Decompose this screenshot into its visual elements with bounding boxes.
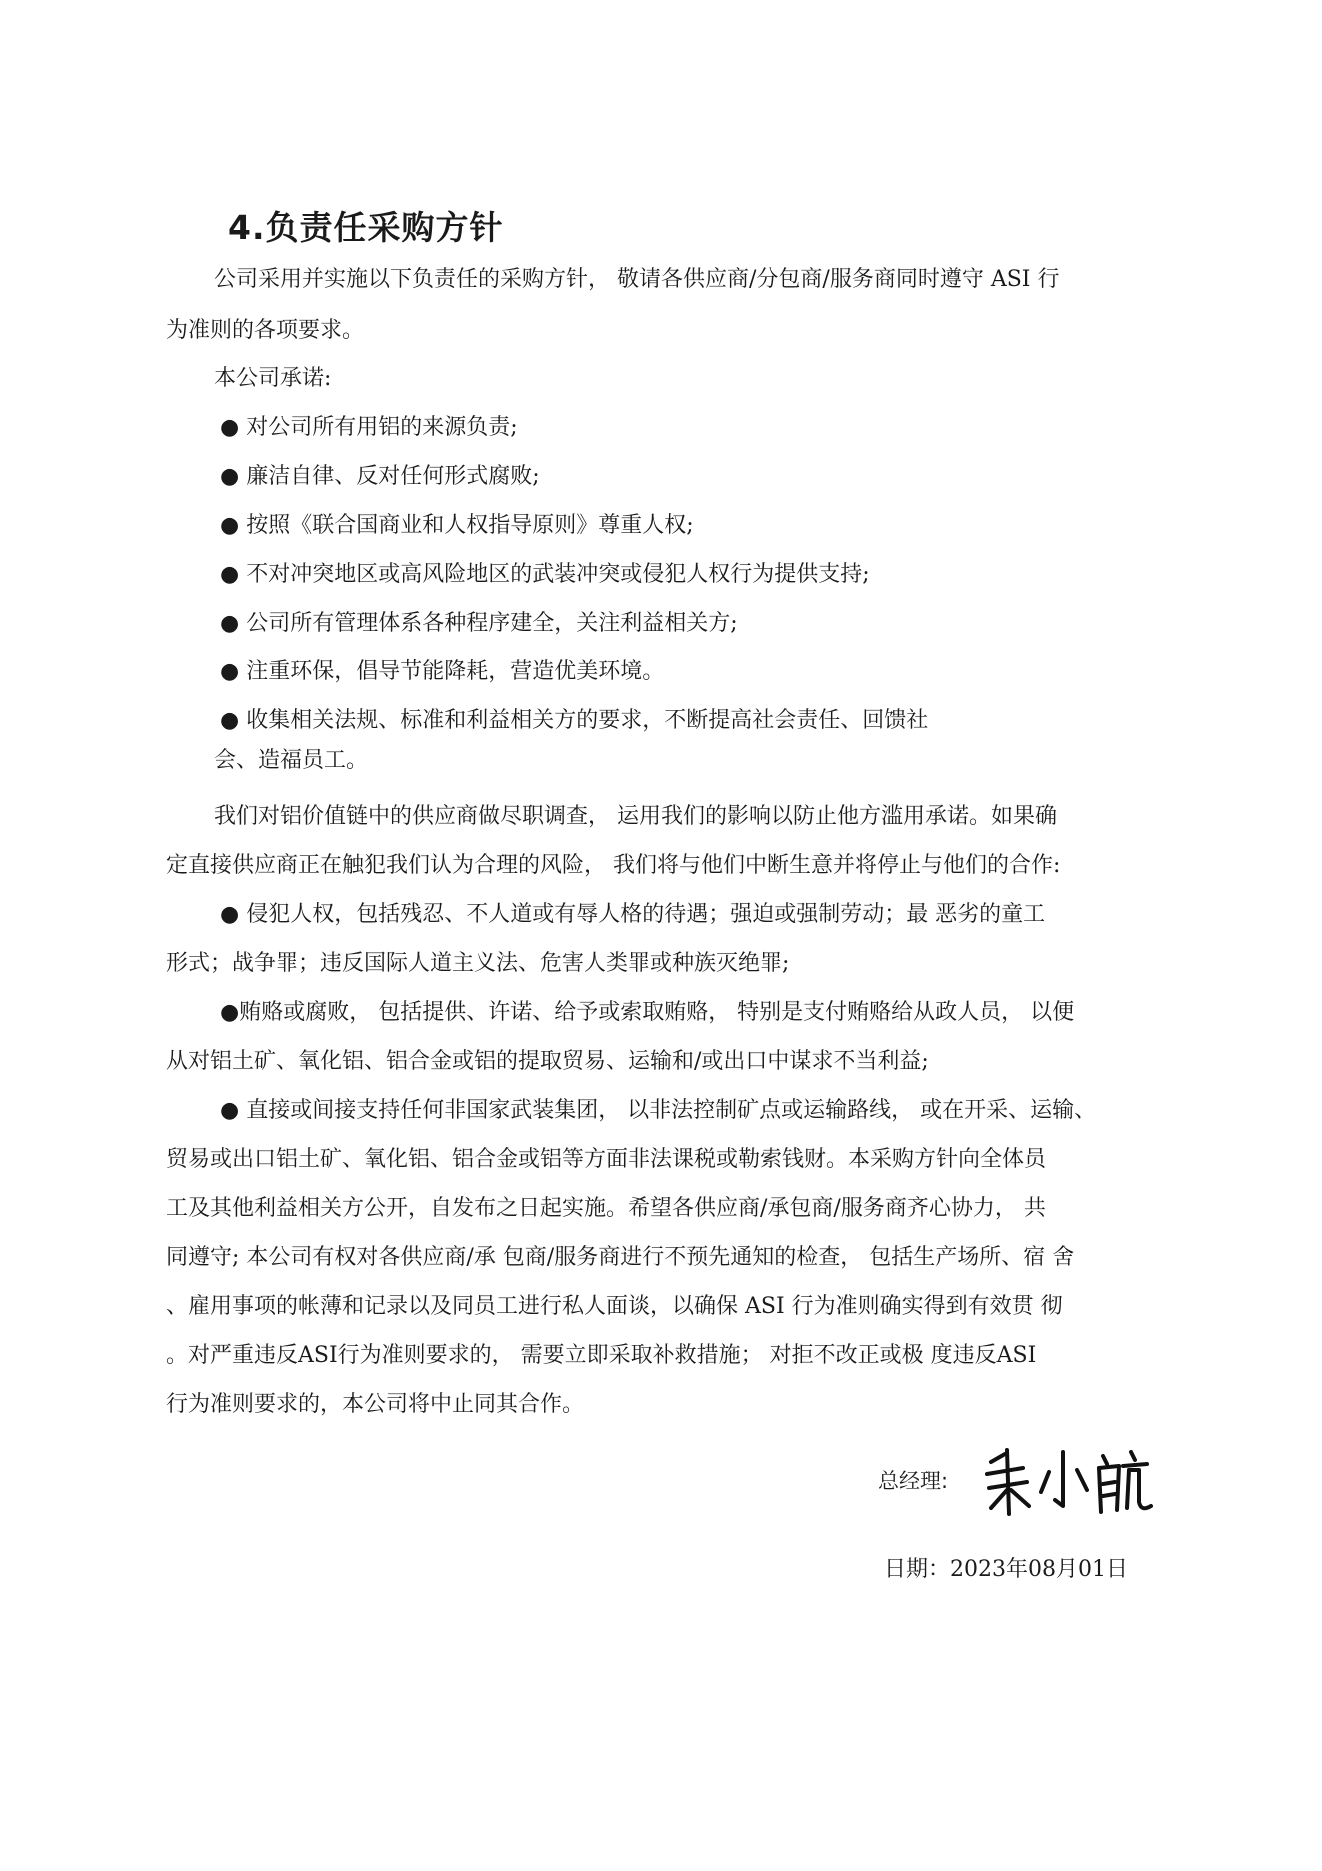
list-item: ● 对公司所有用铝的来源负责; xyxy=(220,415,518,440)
body-line: 行为准则要求的，本公司将中止同其合作。 xyxy=(166,1392,585,1417)
list-item-continuation: 形式；战争罪；违反国际人道主义法、危害人类罪或种族灭绝罪; xyxy=(166,951,790,976)
signature-label: 总经理: xyxy=(878,1469,949,1493)
list-item-continuation: 会、造福员工。 xyxy=(214,748,369,773)
handwritten-signature xyxy=(983,1440,1153,1520)
body-line: 、雇用事项的帐薄和记录以及同员工进行私人面谈，以确保 ASI 行为准则确实得到有效贯 彻 xyxy=(166,1294,1063,1319)
list-item: ● 直接或间接支持任何非国家武装集团， 以非法控制矿点或运输路线， 或在开采、运输、 xyxy=(220,1098,1097,1123)
list-item: ● 不对冲突地区或高风险地区的武装冲突或侵犯人权行为提供支持; xyxy=(220,562,870,587)
list-item: ● 廉洁自律、反对任何形式腐败; xyxy=(220,464,540,489)
body-line: 同遵守; 本公司有权对各供应商/承 包商/服务商进行不预先通知的检查， 包括生产场所、宿 舍 xyxy=(166,1245,1075,1270)
list-item: ● 收集相关法规、标准和利益相关方的要求，不断提高社会责任、回馈社 xyxy=(220,708,929,733)
list-item: ● 注重环保，倡导节能降耗，营造优美环境。 xyxy=(220,659,665,684)
body-line: 。对严重违反ASI行为准则要求的， 需要立即采取补救措施； 对拒不改正或极 度违反ASI xyxy=(166,1343,1037,1368)
body-line: 定直接供应商正在触犯我们认为合理的风险， 我们将与他们中断生意并将停止与他们的合作: xyxy=(166,853,1061,878)
body-line: 本公司承诺: xyxy=(214,366,332,391)
date-line: 日期：2023年08月01日 xyxy=(884,1557,1128,1582)
body-line: 公司采用并实施以下负责任的采购方针， 敬请各供应商/分包商/服务商同时遵守 ASI 行 xyxy=(214,267,1060,292)
list-item: ●贿赂或腐败， 包括提供、许诺、给予或索取贿赂， 特别是支付贿赂给从政人员， 以便 xyxy=(220,1000,1075,1025)
body-line: 工及其他利益相关方公开，自发布之日起实施。希望各供应商/承包商/服务商齐心协力， 共 xyxy=(166,1196,1046,1221)
list-item: ● 公司所有管理体系各种程序建全，关注利益相关方; xyxy=(220,611,738,636)
body-line: 我们对铝价值链中的供应商做尽职调查， 运用我们的影响以防止他方滥用承诺。如果确 xyxy=(214,804,1057,829)
section-title: 4.负责任采购方针 xyxy=(228,208,504,247)
list-item-continuation: 从对铝土矿、氧化铝、铝合金或铝的提取贸易、运输和/或出口中谋求不当利益; xyxy=(166,1049,929,1074)
list-item: ● 按照《联合国商业和人权指导原则》尊重人权; xyxy=(220,513,694,538)
body-line: 贸易或出口铝土矿、氧化铝、铝合金或铝等方面非法课税或勒索钱财。本采购方针向全体员 xyxy=(166,1147,1047,1172)
list-item: ● 侵犯人权，包括残忍、不人道或有辱人格的待遇；强迫或强制劳动；最 恶劣的童工 xyxy=(220,902,1046,927)
body-line: 为准则的各项要求。 xyxy=(166,318,365,343)
